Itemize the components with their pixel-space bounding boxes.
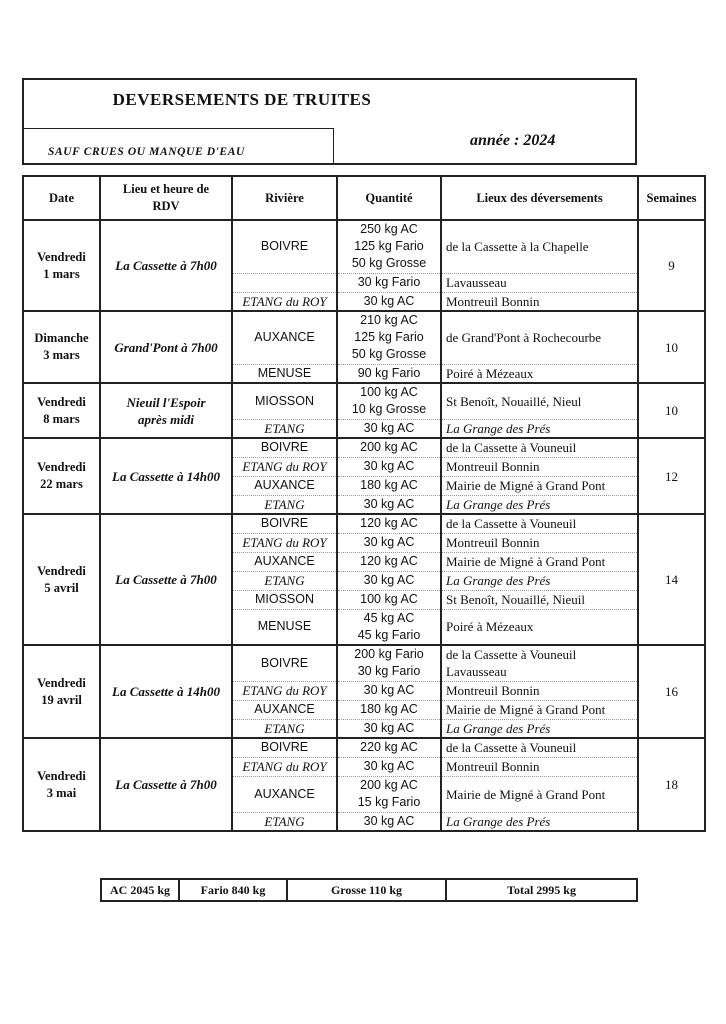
river-cell: AUXANCE — [232, 311, 337, 364]
quantity-line: 30 kg AC — [363, 459, 415, 473]
col-header-weeks: Semaines — [638, 176, 705, 220]
quantity-cell — [337, 364, 441, 383]
place-line: La Grange des Prés — [446, 420, 551, 436]
river-cell: BOIVRE — [232, 645, 337, 681]
place-cell — [441, 364, 638, 383]
place-line: La Grange des Prés — [446, 573, 551, 588]
quantity-cell — [337, 738, 441, 757]
date-line: Vendredi — [37, 563, 86, 578]
place-line: Montreuil Bonnin — [446, 535, 540, 550]
col-header-quantity: Quantité — [337, 176, 441, 220]
date-line: Vendredi — [37, 460, 86, 474]
date-line: Vendredi — [37, 394, 86, 409]
quantity-line: 30 kg Fario — [357, 664, 421, 679]
quantity-cell — [337, 590, 441, 609]
quantity-cell — [337, 719, 441, 738]
place-line: de la Cassette à Vouneuil — [446, 647, 577, 663]
place-line: Mairie de Migné à Grand Pont — [446, 786, 606, 802]
rdv-line: La Cassette à 14h00 — [112, 468, 220, 484]
place-line: Montreuil Bonnin — [446, 683, 540, 698]
date-line: Dimanche — [34, 331, 89, 345]
quantity-line: 45 kg Fario — [357, 627, 421, 642]
table-row — [23, 311, 705, 364]
place-cell — [441, 273, 638, 292]
date-line: 3 mai — [46, 785, 77, 800]
quantity-line: 50 kg Grosse — [351, 256, 427, 271]
quantity-cell — [337, 476, 441, 495]
date-cell — [23, 383, 100, 438]
date-line: Vendredi — [37, 675, 86, 690]
quantity-line: 30 kg AC — [363, 420, 415, 435]
river-cell: AUXANCE — [232, 476, 337, 495]
table-row — [23, 220, 705, 273]
quantity-cell — [337, 681, 441, 700]
page-title: DEVERSEMENTS DE TRUITES — [112, 90, 372, 109]
quantity-line: 30 kg AC — [363, 683, 415, 697]
table-row — [23, 645, 705, 681]
river-cell: ETANG du ROY — [232, 757, 337, 776]
total-all: Total 2995 kg — [445, 878, 638, 902]
place-line: Mairie de Migné à Grand Pont — [446, 554, 606, 569]
place-cell — [441, 419, 638, 438]
quantity-cell — [337, 757, 441, 776]
date-line: 1 mars — [43, 266, 80, 281]
place-cell — [441, 700, 638, 719]
place-line: de Grand'Pont à Rochecourbe — [446, 330, 602, 346]
place-cell — [441, 220, 638, 273]
river-cell: BOIVRE — [232, 220, 337, 273]
quantity-line: 45 kg AC — [363, 610, 415, 625]
place-cell — [441, 476, 638, 495]
quantity-cell — [337, 533, 441, 552]
rdv-line: La Cassette à 14h00 — [112, 684, 220, 699]
quantity-cell — [337, 609, 441, 645]
rdv-line: Nieuil l'Espoir — [126, 394, 206, 410]
rdv-cell — [100, 438, 232, 514]
date-line: Vendredi — [37, 249, 86, 264]
quantity-cell — [337, 419, 441, 438]
quantity-cell — [337, 438, 441, 457]
releases-table — [22, 175, 706, 832]
rdv-cell — [100, 311, 232, 383]
place-cell — [441, 552, 638, 571]
table-body — [23, 220, 705, 831]
quantity-line: 180 kg AC — [360, 702, 418, 716]
place-cell — [441, 495, 638, 514]
place-cell — [441, 438, 638, 457]
river-cell: MIOSSON — [232, 590, 337, 609]
place-cell — [441, 383, 638, 419]
quantity-cell — [337, 571, 441, 590]
river-cell: BOIVRE — [232, 514, 337, 533]
place-cell — [441, 590, 638, 609]
place-line: Lavausseau — [446, 275, 507, 290]
place-cell — [441, 812, 638, 831]
week-cell: 18 — [638, 738, 705, 831]
place-cell — [441, 514, 638, 533]
table-header-row — [23, 176, 705, 220]
quantity-cell — [337, 700, 441, 719]
place-cell — [441, 681, 638, 700]
place-cell — [441, 457, 638, 476]
river-cell: MENUSE — [232, 364, 337, 383]
date-line: Vendredi — [37, 768, 86, 783]
river-cell: AUXANCE — [232, 552, 337, 571]
week-cell: 14 — [638, 514, 705, 645]
rdv-cell — [100, 220, 232, 311]
quantity-cell — [337, 645, 441, 681]
place-cell — [441, 571, 638, 590]
quantity-line: 15 kg Fario — [357, 795, 421, 809]
table-row — [23, 514, 705, 533]
rdv-line: La Cassette à 7h00 — [115, 572, 217, 587]
river-cell: ETANG — [232, 812, 337, 831]
place-line: St Benoît, Nouaillé, Nieul — [446, 393, 582, 409]
date-cell — [23, 220, 100, 311]
rdv-cell — [100, 738, 232, 831]
quantity-line: 30 kg AC — [363, 759, 415, 773]
week-cell: 12 — [638, 438, 705, 514]
quantity-cell — [337, 552, 441, 571]
place-line: St Benoît, Nouaillé, Nieuil — [446, 592, 586, 607]
quantity-cell — [337, 457, 441, 476]
quantity-line: 10 kg Grosse — [351, 402, 427, 417]
date-line: 8 mars — [43, 411, 80, 426]
place-line: de la Cassette à Vouneuil — [446, 516, 577, 532]
quantity-line: 210 kg AC — [360, 313, 418, 328]
place-line: de la Cassette à Vouneuil — [446, 740, 577, 756]
place-line: Mairie de Migné à Grand Pont — [446, 702, 606, 717]
place-line: Lavausseau — [446, 664, 507, 680]
quantity-line: 200 kg AC — [360, 778, 418, 792]
place-line: Poiré à Mézeaux — [446, 619, 534, 635]
rdv-line: Grand'Pont à 7h00 — [114, 339, 218, 355]
date-line: 3 mars — [43, 348, 80, 362]
col-header-rdv: Lieu et heure de RDV — [100, 176, 232, 220]
total-fario: Fario 840 kg — [178, 878, 288, 902]
col-header-river: Rivière — [232, 176, 337, 220]
quantity-line: 30 kg AC — [363, 813, 415, 828]
quantity-cell — [337, 273, 441, 292]
quantity-line: 30 kg Fario — [357, 275, 421, 289]
place-line: Mairie de Migné à Grand Pont — [446, 478, 606, 493]
week-cell: 10 — [638, 311, 705, 383]
date-cell — [23, 738, 100, 831]
place-line: de la Cassette à la Chapelle — [446, 239, 589, 255]
date-line: 19 avril — [41, 692, 82, 707]
year-label: année : 2024 — [470, 132, 556, 149]
place-line: La Grange des Prés — [446, 496, 551, 512]
river-cell: MENUSE — [232, 609, 337, 645]
rdv-line: La Cassette à 7h00 — [115, 258, 217, 273]
date-line: 5 avril — [44, 580, 79, 595]
quantity-line: 200 kg Fario — [354, 647, 424, 662]
quantity-line: 100 kg AC — [360, 385, 418, 400]
river-cell: ETANG du ROY — [232, 533, 337, 552]
quantity-line: 30 kg AC — [363, 293, 415, 308]
week-cell: 9 — [638, 220, 705, 311]
river-cell: ETANG du ROY — [232, 292, 337, 311]
quantity-line: 30 kg AC — [363, 573, 415, 587]
place-cell — [441, 776, 638, 812]
table-row — [23, 383, 705, 419]
quantity-cell — [337, 812, 441, 831]
week-cell: 16 — [638, 645, 705, 738]
place-line: de la Cassette à Vouneuil — [446, 440, 577, 456]
place-cell — [441, 609, 638, 645]
place-line: Montreuil Bonnin — [446, 293, 540, 309]
river-cell: BOIVRE — [232, 738, 337, 757]
quantity-cell — [337, 776, 441, 812]
place-cell — [441, 645, 638, 681]
quantity-line: 50 kg Grosse — [351, 347, 427, 362]
total-grosse: Grosse 110 kg — [286, 878, 447, 902]
table-row — [23, 738, 705, 757]
quantity-line: 125 kg Fario — [354, 239, 424, 254]
rdv-cell — [100, 645, 232, 738]
date-cell — [23, 514, 100, 645]
river-cell: BOIVRE — [232, 438, 337, 457]
table-row — [23, 438, 705, 457]
river-cell: ETANG du ROY — [232, 457, 337, 476]
quantity-cell — [337, 514, 441, 533]
river-cell: MIOSSON — [232, 383, 337, 419]
river-cell: ETANG — [232, 495, 337, 514]
quantity-cell — [337, 292, 441, 311]
subtitle: SAUF CRUES OU MANQUE D'EAU — [48, 146, 245, 158]
rdv-cell — [100, 514, 232, 645]
quantity-line: 30 kg AC — [363, 535, 415, 549]
place-cell — [441, 738, 638, 757]
rdv-line: La Cassette à 7h00 — [115, 777, 217, 792]
river-cell: ETANG du ROY — [232, 681, 337, 700]
place-line: La Grange des Prés — [446, 720, 551, 736]
week-cell: 10 — [638, 383, 705, 438]
place-cell — [441, 311, 638, 364]
quantity-cell — [337, 311, 441, 364]
quantity-line: 250 kg AC — [360, 222, 418, 237]
rdv-line: après midi — [138, 411, 194, 427]
date-line: 22 mars — [40, 477, 83, 491]
place-cell — [441, 533, 638, 552]
river-cell: AUXANCE — [232, 776, 337, 812]
place-cell — [441, 719, 638, 738]
date-cell — [23, 438, 100, 514]
col-header-places: Lieux des déversements — [441, 176, 638, 220]
date-cell — [23, 645, 100, 738]
date-cell — [23, 311, 100, 383]
place-cell — [441, 757, 638, 776]
quantity-line: 120 kg AC — [360, 516, 418, 531]
col-header-date: Date — [23, 176, 100, 220]
total-ac: AC 2045 kg — [100, 878, 180, 902]
quantity-line: 220 kg AC — [360, 740, 418, 755]
quantity-line: 30 kg AC — [363, 496, 415, 511]
quantity-cell — [337, 220, 441, 273]
river-cell: ETANG — [232, 719, 337, 738]
quantity-cell — [337, 383, 441, 419]
rdv-cell — [100, 383, 232, 438]
quantity-cell — [337, 495, 441, 514]
quantity-line: 125 kg Fario — [354, 330, 424, 345]
place-line: Montreuil Bonnin — [446, 759, 540, 774]
river-cell: AUXANCE — [232, 700, 337, 719]
river-cell: ETANG — [232, 571, 337, 590]
quantity-line: 30 kg AC — [363, 720, 415, 735]
place-line: Poiré à Mézeaux — [446, 365, 534, 381]
place-line: La Grange des Prés — [446, 813, 551, 829]
quantity-line: 120 kg AC — [360, 554, 418, 568]
place-cell — [441, 292, 638, 311]
quantity-line: 200 kg AC — [360, 440, 418, 455]
quantity-line: 90 kg Fario — [357, 365, 421, 380]
river-cell: ETANG — [232, 419, 337, 438]
place-line: Montreuil Bonnin — [446, 459, 540, 474]
quantity-line: 180 kg AC — [360, 478, 418, 492]
quantity-line: 100 kg AC — [360, 592, 418, 606]
river-cell — [232, 273, 337, 292]
